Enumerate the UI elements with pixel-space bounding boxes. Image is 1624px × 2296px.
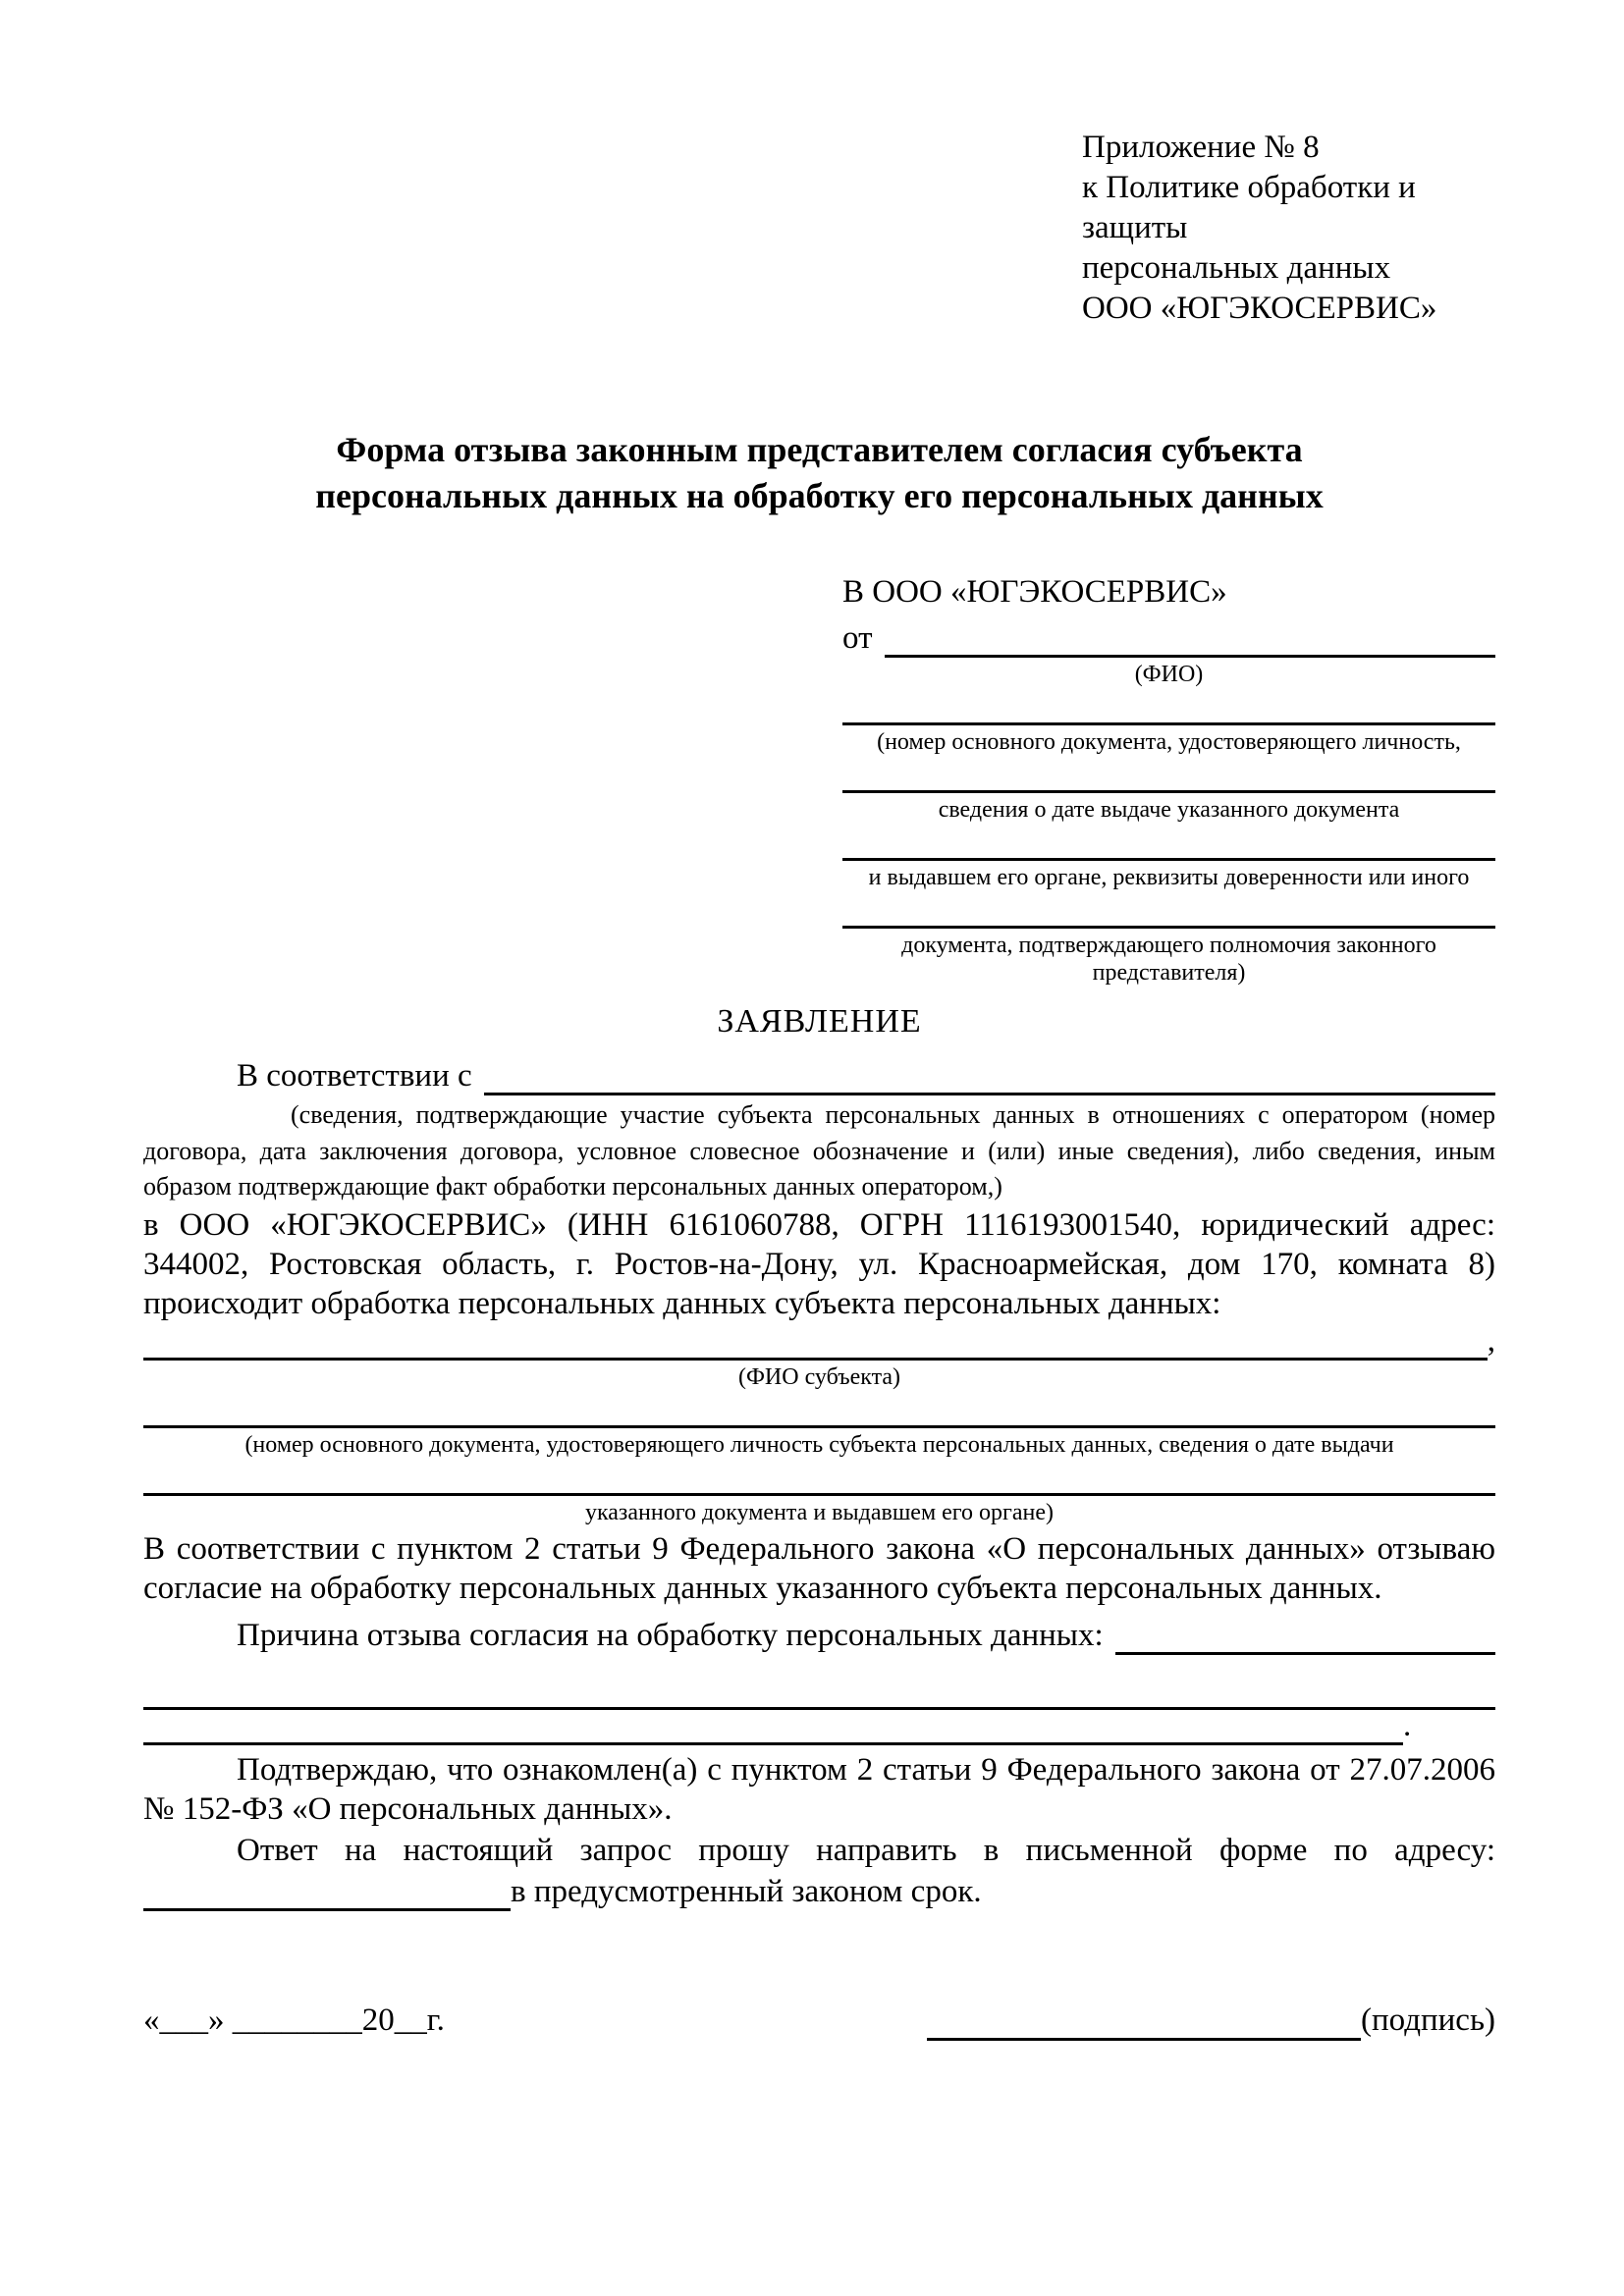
field-caption: документа, подтверждающего полномочия законного представителя) bbox=[901, 933, 1436, 987]
from-row bbox=[842, 613, 1495, 658]
date-placeholder: «___» ________20__г. bbox=[143, 2002, 445, 2039]
subject-doc-caption-2: указанного документа и выдавшем его органе) bbox=[584, 1500, 1055, 1526]
appendix-line: к Политике обработки и защиты bbox=[1082, 169, 1416, 245]
footer-row bbox=[143, 2002, 1495, 2041]
basis-row bbox=[143, 1050, 1495, 1095]
subject-doc-line bbox=[143, 1395, 1495, 1428]
operator-paragraph: в ООО «ЮГЭКОСЕРВИС» (ИНН 6161060788, ОГРН 1116193001540, юридический адрес: 344002, Ростовская область, г. Ростов-на-Дону, ул. Красноармейская, дом 170, комната 8) происходит обработка персональных данных субъекта персональных данных: bbox=[143, 1207, 1495, 1321]
reply-suffix: в предусмотренный законом срок. bbox=[511, 1873, 982, 1909]
fio-caption: (ФИО) bbox=[1134, 662, 1204, 688]
reason-row bbox=[143, 1612, 1495, 1655]
addressee-organization: В ООО «ЮГЭКОСЕРВИС» bbox=[842, 573, 1227, 610]
appendix-line: Приложение № 8 bbox=[1082, 130, 1320, 165]
trailing-period: . bbox=[1403, 1707, 1412, 1743]
subject-doc-blank-field-2 bbox=[143, 1493, 1495, 1496]
addressee-block bbox=[842, 571, 1495, 988]
field-caption: (номер основного документа, удостоверяющего личность, bbox=[877, 729, 1461, 756]
signature-block bbox=[927, 2002, 1495, 2041]
trailing-comma: , bbox=[1487, 1322, 1495, 1359]
authority-document-blank-field bbox=[842, 891, 1495, 929]
basis-note: (сведения, подтверждающие участие субъекта персональных данных в отношениях с оператором (номер договора, дата заключения договора, условное словесное обозначение и (или) иные сведения), либо сведения, иным образом подтверждающие факт обработки персональных данных оператором,) bbox=[143, 1100, 1495, 1201]
issue-date-blank-field bbox=[842, 756, 1495, 793]
subject-fio-line bbox=[143, 1322, 1495, 1361]
subject-fio-caption: (ФИО субъекта) bbox=[737, 1364, 901, 1391]
document-title-line: Форма отзыва законным представителем согласия субъекта bbox=[336, 429, 1303, 469]
field-caption: и выдавшем его органе, реквизиты доверенности или иного bbox=[868, 865, 1470, 891]
field-caption: сведения о дате выдаче указанного документа bbox=[938, 797, 1400, 824]
signature-blank-field bbox=[927, 2038, 1361, 2041]
fio-blank-field bbox=[885, 655, 1496, 658]
reason-blank-line-2 bbox=[143, 1707, 1495, 1745]
basis-prefix: В соответствии с bbox=[237, 1057, 472, 1094]
acknowledgment-paragraph: Подтверждаю, что ознакомлен(а) с пунктом 2 статьи 9 Федерального закона от 27.07.2006 № 152-ФЗ «О персональных данных». bbox=[143, 1752, 1495, 1827]
withdrawal-paragraph: В соответствии с пунктом 2 статьи 9 Федерального закона «О персональных данных» отзываю согласие на обработку персональных данных указанного субъекта персональных данных. bbox=[143, 1531, 1495, 1606]
reply-address-row bbox=[143, 1870, 1495, 1911]
reply-request-line: Ответ на настоящий запрос прошу направить в письменной форме по адресу: bbox=[237, 1832, 1495, 1868]
document-number-blank-field bbox=[842, 688, 1495, 725]
reply-address-blank-field bbox=[143, 1908, 511, 1911]
reason-blank-field bbox=[1115, 1652, 1495, 1655]
document-title-line: персональных данных на обработку его персональных данных bbox=[315, 476, 1324, 516]
from-label: от bbox=[842, 619, 873, 656]
appendix-line: персональных данных bbox=[1082, 249, 1391, 286]
appendix-line: ООО «ЮГЭКОСЕРВИС» bbox=[1082, 290, 1437, 326]
statement-heading: ЗАЯВЛЕНИЕ bbox=[717, 1003, 922, 1041]
issuing-authority-blank-field bbox=[842, 824, 1495, 861]
reason-label: Причина отзыва согласия на обработку персональных данных: bbox=[237, 1617, 1104, 1653]
appendix-reference bbox=[1082, 128, 1495, 329]
reason-blank-field-2 bbox=[143, 1742, 1403, 1745]
reason-blank-line bbox=[143, 1655, 1495, 1710]
subject-doc-blank-field bbox=[143, 1425, 1495, 1428]
signature-caption: (подпись) bbox=[1361, 2002, 1495, 2039]
basis-blank-field bbox=[484, 1093, 1495, 1095]
subject-fio-blank-field bbox=[143, 1358, 1488, 1361]
document-title bbox=[143, 427, 1495, 520]
subject-doc-caption: (номер основного документа, удостоверяющего личность субъекта персональных данных, сведения о дате выдачи bbox=[244, 1432, 1394, 1459]
subject-doc-line-2 bbox=[143, 1463, 1495, 1496]
